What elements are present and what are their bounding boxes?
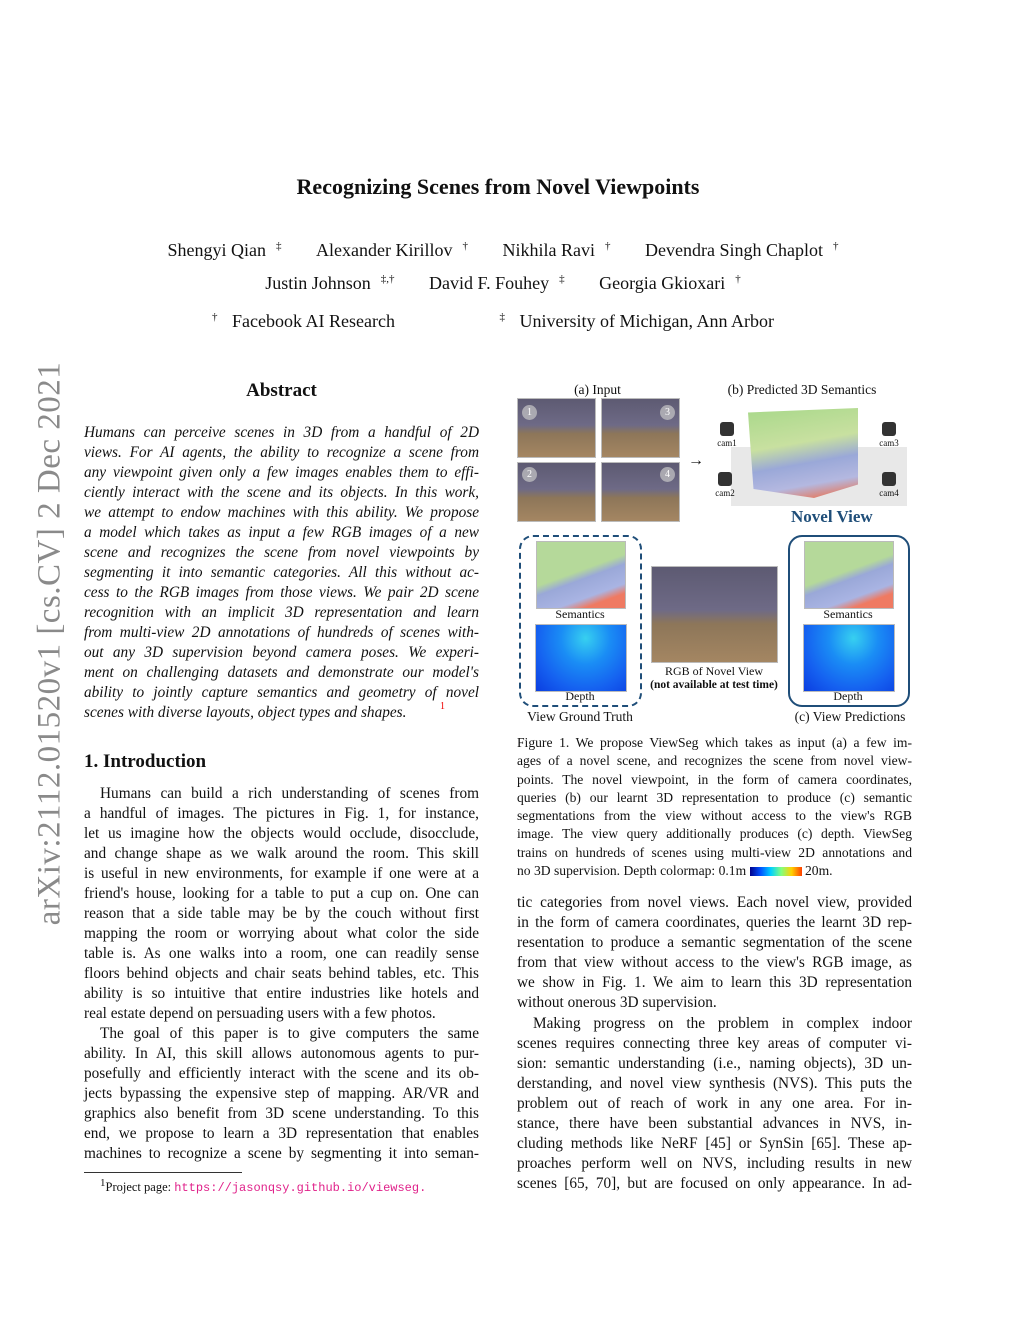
text-line: trains on hundreds of scenes using multi-view 2D annotations and xyxy=(517,844,912,860)
text-line: Making progress on the problem in complex indoor xyxy=(533,1015,912,1032)
rgb-label: RGB of Novel View xyxy=(664,664,764,678)
authors-row-1 xyxy=(0,240,996,261)
text-line: cluding methods like NeRF [45] or SynSin [65]. These ap- xyxy=(517,1135,912,1152)
author: Nikhila Ravi † xyxy=(502,240,611,260)
pred-semantics-label: Semantics xyxy=(823,607,873,621)
input-image-2 xyxy=(517,462,596,522)
input-image-3 xyxy=(601,398,680,458)
text-line: we show in Fig. 1. We aim to learn this 3D representation xyxy=(517,974,912,991)
text-line: proaches perform well on NVS, including results in new xyxy=(517,1155,912,1172)
author: Devendra Singh Chaplot † xyxy=(644,240,839,260)
text-line: floors behind objects and chair seats behind tables, etc. This xyxy=(84,965,479,982)
text-line: ciently interact with the scene and its objects. In this work, xyxy=(84,484,479,501)
text-line: from that view without access to the view's RGB image, as xyxy=(517,954,912,971)
badge: 1 xyxy=(522,405,537,420)
camera-icon: cam4 xyxy=(874,472,904,498)
3d-semantics-mesh xyxy=(748,408,858,498)
novel-view-label: Novel View xyxy=(791,507,873,526)
camera-icon: cam2 xyxy=(710,472,740,498)
paper-title: Recognizing Scenes from Novel Viewpoints xyxy=(296,174,700,199)
pred-depth-image xyxy=(803,624,895,692)
text-line: in the form of camera coordinates, queries the learnt 3D rep- xyxy=(517,914,912,931)
project-page-link[interactable]: https://jasonqsy.github.io/viewseg. xyxy=(174,1181,427,1196)
footnote-divider xyxy=(84,1172,242,1173)
author: Alexander Kirillov † xyxy=(316,240,468,260)
text-line: segmenting it into semantic categories. All this without ac- xyxy=(84,564,479,581)
intro-heading: 1. Introduction xyxy=(84,751,207,772)
text-line: recognition with an implicit 3D representation and learn xyxy=(84,604,479,621)
input-label: (a) Input xyxy=(574,382,621,397)
intro-para-1 xyxy=(84,784,479,1024)
input-image-4 xyxy=(601,462,680,522)
gt-label: View Ground Truth xyxy=(527,709,633,724)
footnote: $^1$Project page: https://jasonqsy.github.io/viewseg. xyxy=(100,1177,427,1196)
author: Justin Johnson ‡,† xyxy=(265,273,395,293)
text-line: without onerous 3D supervision. xyxy=(517,994,717,1011)
gt-depth-image xyxy=(535,624,627,692)
text-line: ability is so intuitive that entire industries like hotels and xyxy=(84,985,479,1002)
figure-caption xyxy=(517,734,912,862)
intro-para-2 xyxy=(84,1024,479,1164)
text-line: a model which takes as input a few RGB images of a new xyxy=(84,524,479,541)
text-line: end, we propose to learn a 3D representation that enables xyxy=(84,1125,479,1142)
text-line: scene and recognizes the scene from novel viewpoints by xyxy=(84,544,479,561)
arrow-icon: → xyxy=(688,452,704,469)
caption-last-line: no 3D supervision. Depth colormap: 0.1m 20m. xyxy=(517,863,833,878)
camera-icon: cam1 xyxy=(712,422,742,448)
abstract-body xyxy=(84,423,479,723)
text-line: Humans can perceive scenes in 3D from a handful of 2D xyxy=(84,424,479,441)
text-line: image. The view query additionally produces (c) depth. ViewSeg xyxy=(517,826,912,842)
text-line: Humans can build a rich understanding of scenes from xyxy=(100,785,479,802)
text-line: stance, there have been substantial advances in NVS, in- xyxy=(517,1115,912,1132)
pred-semantics-image xyxy=(804,541,894,609)
text-line: any viewpoint given only a few images enables them to effi- xyxy=(84,464,479,481)
badge: 4 xyxy=(660,467,675,482)
affiliations xyxy=(0,311,996,332)
text-line: Figure 1. We propose ViewSeg which takes as input (a) a few im- xyxy=(517,735,912,750)
text-line: tic categories from novel views. Each novel view, provided xyxy=(517,894,912,911)
depth-colormap-bar xyxy=(750,867,802,876)
pred-label: (c) View Predictions xyxy=(794,709,906,724)
rgb-novel-view-image xyxy=(651,566,778,663)
text-line: ment on challenging datasets and demonstrate our model's xyxy=(84,664,479,681)
semantics3d-label: (b) Predicted 3D Semantics xyxy=(727,382,877,397)
text-line: table is. As one walks into a room, one can readily sense xyxy=(84,945,479,962)
rgb-note: (not available at test time) xyxy=(650,679,778,691)
text-line: machines to recognize a scene by segmenting it into seman- xyxy=(84,1145,479,1162)
pred-depth-label: Depth xyxy=(833,689,863,703)
intro-para-3 xyxy=(517,1014,912,1194)
gt-semantics-image xyxy=(536,541,626,609)
text-line: views. For AI agents, the ability to recognize a scene from xyxy=(84,444,479,461)
text-line: resentation to produce a semantic segmentation of the scene xyxy=(517,934,912,951)
text-line: real estate depend on persuading users with a few photos. xyxy=(84,1005,436,1022)
arxiv-stamp: arXiv:2112.01520v1 [cs.CV] 2 Dec 2021 xyxy=(31,361,68,926)
intro-para-2-cont xyxy=(517,893,912,1013)
text-line: jects bypassing the expensive step of mapping. AR/VR and xyxy=(84,1085,479,1102)
affiliation: ‡ University of Michigan, Ann Arbor xyxy=(499,311,774,331)
text-line: ability. In AI, this skill allows autonomous agents to pur- xyxy=(84,1045,479,1062)
gt-semantics-label: Semantics xyxy=(555,607,605,621)
text-line: segmentations from the view without access to the view's RGB xyxy=(517,808,912,824)
badge: 2 xyxy=(522,467,537,482)
text-line: from multi-view 2D annotations of hundreds of scenes with- xyxy=(84,624,479,641)
text-line: reason that a side table may be by the couch without first xyxy=(84,905,479,922)
text-line: mapping the room or worrying about what color the side xyxy=(84,925,479,942)
text-line: cess to the RGB images from those views. We pair 2D scene xyxy=(84,584,479,601)
text-line: out any 3D supervision beyond camera poses. We experi- xyxy=(84,644,479,661)
text-line: The goal of this paper is to give computers the same xyxy=(100,1025,479,1042)
author: Shengyi Qian ‡ xyxy=(167,240,282,260)
text-line: we attempt to endow machines with this ability. We propose xyxy=(84,504,479,521)
text-line: sion: semantic understanding (i.e., naming objects), 3D un- xyxy=(517,1055,912,1072)
text-line: derstanding, and novel view synthesis (NVS). This puts the xyxy=(517,1075,912,1092)
affiliation: † Facebook AI Research xyxy=(212,311,395,331)
text-line: a handful of images. The pictures in Fig. 1, for instance, xyxy=(84,805,479,822)
authors-row-2 xyxy=(0,273,996,294)
footnote-ref[interactable]: 1 xyxy=(440,701,445,712)
abstract-heading: Abstract xyxy=(246,380,317,401)
text-line: problem out of reach of work in any one area. For in- xyxy=(517,1095,912,1112)
text-line: ability to jointly capture semantics and geometry of novel xyxy=(84,684,479,701)
text-line: queries (b) our learnt 3D representation to produce (c) semantic xyxy=(517,789,912,805)
author: David F. Fouhey ‡ xyxy=(429,273,565,293)
text-line: scenes with diverse layouts, object types and shapes. xyxy=(84,704,407,721)
gt-depth-label: Depth xyxy=(565,689,595,703)
text-line: let us imagine how the objects would occlude, disocclude, xyxy=(84,825,479,842)
author: Georgia Gkioxari † xyxy=(599,273,741,293)
input-image-1 xyxy=(517,398,596,458)
text-line: graphics also benefit from 3D scene understanding. To this xyxy=(84,1105,479,1122)
text-line: points. The novel viewpoint, in the form of camera coordinates, xyxy=(517,771,912,787)
text-line: and change shape as we walk around the room. This skill xyxy=(84,845,479,862)
text-line: friend's house, looking for a table to put a cup on. One can xyxy=(84,885,479,902)
text-line: ages of a novel scene, and recognizes the scene from novel view- xyxy=(517,753,912,769)
badge: 3 xyxy=(660,405,675,420)
text-line: is useful in new environments, for example if one were at a xyxy=(84,865,479,882)
text-line: scenes requires connecting three key areas of computer vi- xyxy=(517,1035,912,1052)
camera-icon: cam3 xyxy=(874,422,904,448)
text-line: posefully and efficiently interact with the scene and its ob- xyxy=(84,1065,479,1082)
text-line: scenes [65, 70], but are focused on only appearance. In ad- xyxy=(517,1175,912,1192)
